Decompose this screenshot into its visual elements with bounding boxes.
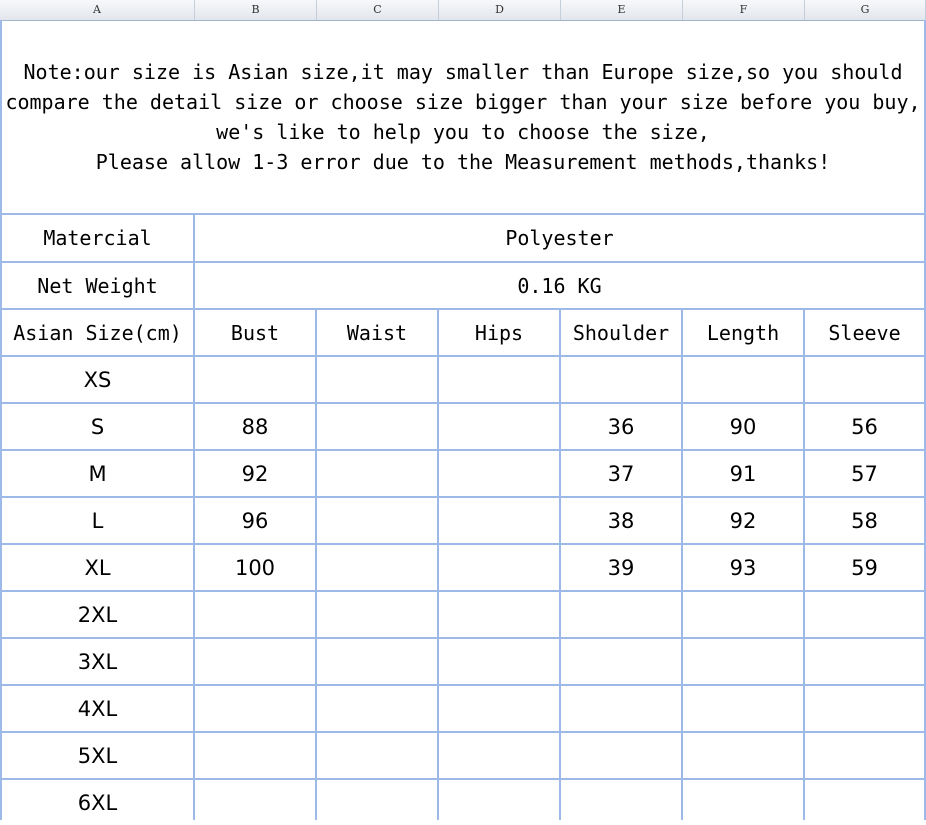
table-cell-bust[interactable] [195,686,315,731]
column-header-e[interactable]: E [561,0,683,20]
table-cell-bust[interactable] [195,592,315,637]
table-cell-bust[interactable]: 96 [241,508,269,533]
column-header-g[interactable]: G [805,0,926,20]
table-cell-shoulder[interactable]: 36 [607,414,635,439]
table-cell-waist[interactable] [317,686,437,731]
table-cell-length[interactable]: 93 [729,555,757,580]
column-header-a[interactable]: A [0,0,195,20]
table-cell-length[interactable] [683,733,803,778]
table-cell-waist[interactable] [317,498,437,543]
table-cell-sleeve[interactable] [805,686,924,731]
table-cell-length[interactable]: 92 [729,508,757,533]
column-header-c[interactable]: C [317,0,439,20]
header-cell-length[interactable]: Length [706,320,780,345]
table-cell-hips[interactable] [439,780,559,825]
table-cell-hips[interactable] [439,404,559,449]
table-cell-hips[interactable] [439,498,559,543]
table-cell-length[interactable] [683,686,803,731]
table-cell-sleeve[interactable]: 58 [851,508,878,533]
table-cell-length[interactable]: 91 [729,461,757,486]
table-cell-shoulder[interactable]: 38 [607,508,635,533]
table-cell-size[interactable]: 4XL [77,696,118,721]
table-cell-waist[interactable] [317,780,437,825]
header-cell-bust[interactable]: Bust [230,320,280,345]
table-cell-shoulder[interactable] [561,686,681,731]
net-weight-label-cell[interactable]: Net Weight [37,273,158,298]
table-cell-waist[interactable] [317,451,437,496]
header-cell-shoulder[interactable]: Shoulder [572,320,670,345]
table-cell-shoulder[interactable] [561,639,681,684]
table-cell-sleeve[interactable]: 59 [851,555,878,580]
table-cell-waist[interactable] [317,639,437,684]
table-cell-sleeve[interactable] [805,780,924,825]
table-cell-shoulder[interactable] [561,780,681,825]
table-cell-bust[interactable]: 92 [241,461,269,486]
table-cell-sleeve[interactable] [805,592,924,637]
table-cell-hips[interactable] [439,686,559,731]
table-cell-shoulder[interactable] [561,592,681,637]
material-value-cell[interactable]: Polyester [505,226,614,250]
table-cell-waist[interactable] [317,545,437,590]
table-cell-waist[interactable] [317,404,437,449]
note-line: Please allow 1-3 error due to the Measurement methods,thanks! [95,150,831,174]
table-cell-bust[interactable] [195,780,315,825]
table-cell-size[interactable]: S [90,414,105,439]
header-cell-sleeve[interactable]: Sleeve [828,320,901,345]
table-cell-bust[interactable] [195,639,315,684]
table-cell-bust[interactable] [195,733,315,778]
column-header-f[interactable]: F [683,0,805,20]
table-cell-bust[interactable]: 100 [234,555,276,580]
table-cell-length[interactable]: 90 [729,414,757,439]
table-cell-bust[interactable] [195,357,315,402]
table-cell-bust[interactable]: 88 [241,414,269,439]
header-cell-asian-size[interactable]: Asian Size(cm) [13,320,182,345]
size-note-cell[interactable] [2,20,924,214]
table-cell-hips[interactable] [439,733,559,778]
table-cell-size[interactable]: 6XL [77,790,118,815]
table-cell-sleeve[interactable] [805,357,924,402]
table-cell-hips[interactable] [439,639,559,684]
table-cell-shoulder[interactable] [561,357,681,402]
table-cell-length[interactable] [683,357,803,402]
header-cell-waist[interactable]: Waist [346,320,408,345]
table-cell-sleeve[interactable] [805,733,924,778]
table-cell-length[interactable] [683,639,803,684]
table-cell-waist[interactable] [317,592,437,637]
table-cell-shoulder[interactable]: 37 [607,461,635,486]
note-line: Note:our size is Asian size,it may smaller than Europe size,so you should [23,60,903,84]
table-cell-size[interactable]: M [88,461,107,486]
material-label-cell[interactable]: Matercial [43,226,152,250]
table-cell-hips[interactable] [439,357,559,402]
table-cell-sleeve[interactable] [805,639,924,684]
table-cell-size[interactable]: 3XL [77,649,118,674]
table-cell-size[interactable]: XL [84,555,111,580]
note-line: we's like to help you to choose the size, [216,120,710,144]
table-cell-size[interactable]: 2XL [77,602,118,627]
table-cell-hips[interactable] [439,451,559,496]
table-cell-size[interactable]: XS [83,367,112,392]
column-header-bar [0,0,926,21]
table-cell-sleeve[interactable]: 56 [851,414,878,439]
table-cell-hips[interactable] [439,545,559,590]
note-line: compare the detail size or choose size bigger than your size before you buy, [5,90,921,114]
table-cell-shoulder[interactable]: 39 [607,555,635,580]
net-weight-value-cell[interactable]: 0.16 KG [517,273,602,298]
table-cell-size[interactable]: L [91,508,104,533]
table-cell-waist[interactable] [317,733,437,778]
header-cell-hips[interactable]: Hips [474,320,524,345]
table-cell-hips[interactable] [439,592,559,637]
column-header-d[interactable]: D [439,0,561,20]
table-cell-length[interactable] [683,780,803,825]
table-cell-sleeve[interactable]: 57 [851,461,878,486]
table-cell-waist[interactable] [317,357,437,402]
table-cell-length[interactable] [683,592,803,637]
table-cell-shoulder[interactable] [561,733,681,778]
table-cell-size[interactable]: 5XL [77,743,118,768]
column-header-b[interactable]: B [195,0,317,20]
